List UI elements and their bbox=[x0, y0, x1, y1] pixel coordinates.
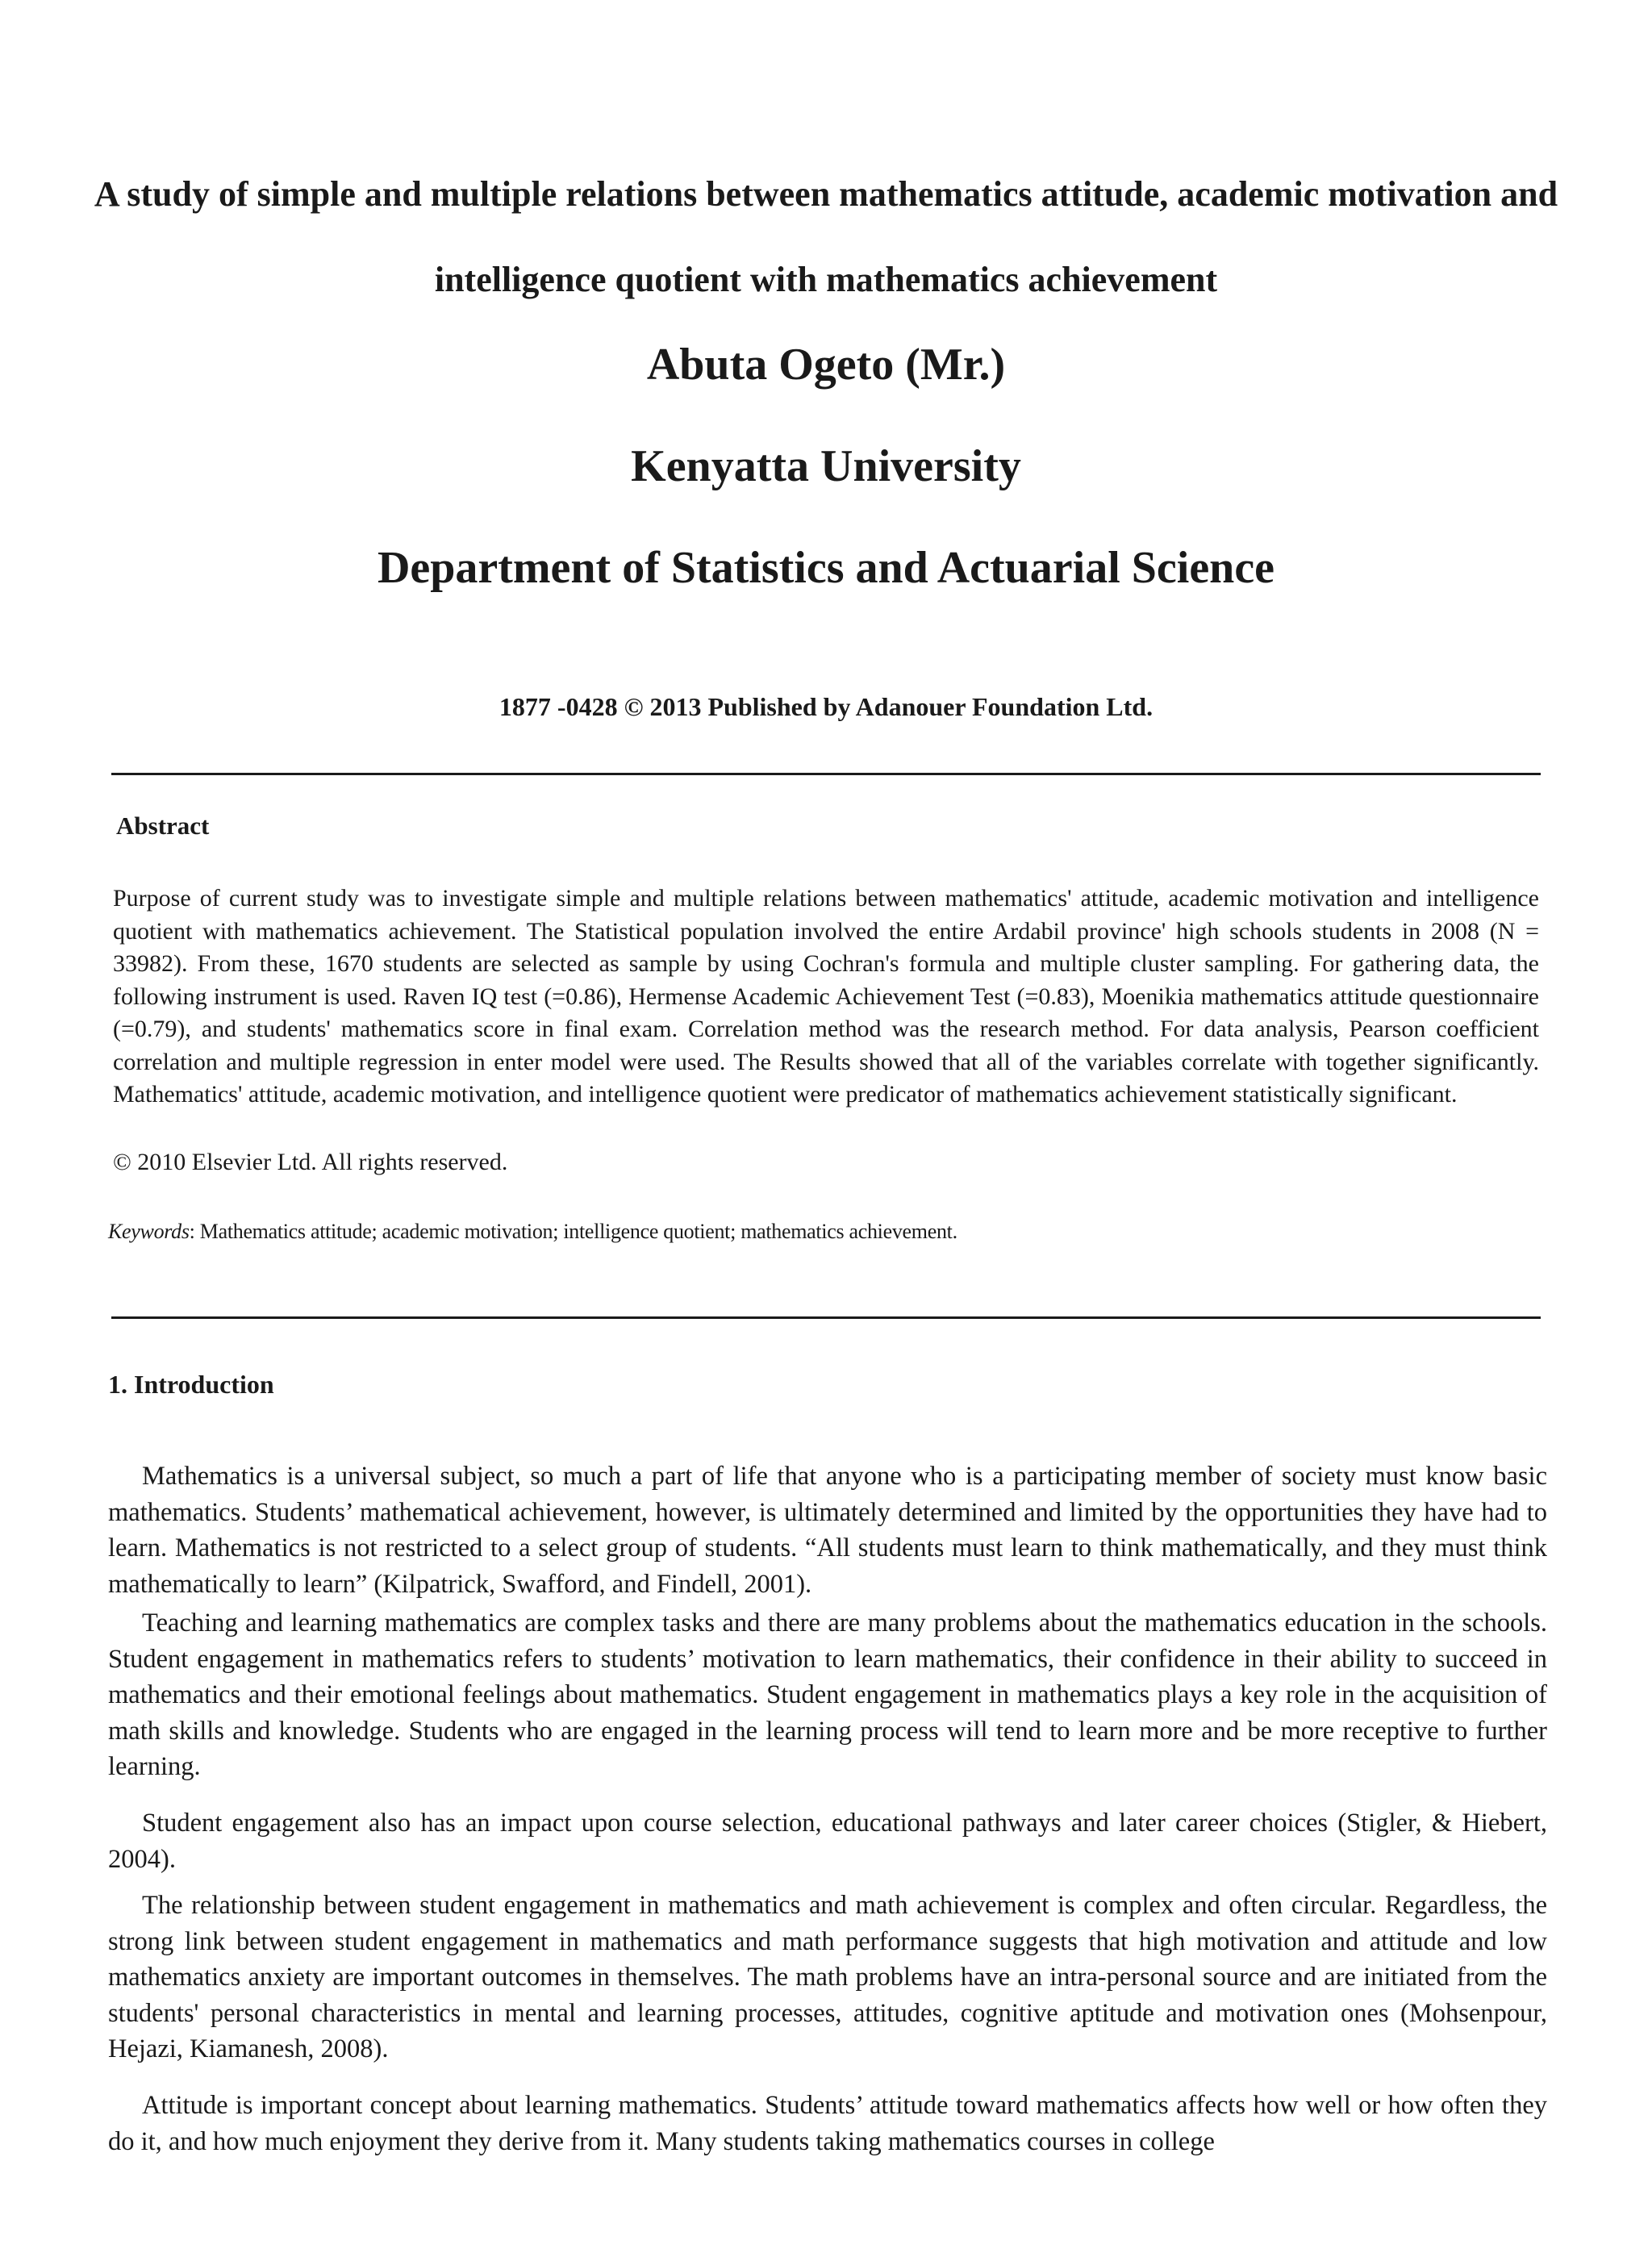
intro-paragraph: Teaching and learning mathematics are complex tasks and there are many problems about the mathematics education in the schools. Student engagement in mathematics refers to students’ motivation to learn mathematics, their confidence in their ability to succeed in mathematics and their emotional feelings about mathematics. Student engagement in mathematics plays a key role in the acquisition of math skills and knowledge. Students who are engaged in the learning process will tend to learn more and be more receptive to further learning. bbox=[108, 1608, 1547, 1781]
author-name: Abuta Ogeto (Mr.) bbox=[646, 340, 1006, 390]
affiliation: Kenyatta University bbox=[631, 441, 1021, 491]
publication-line: 1877 -0428 © 2013 Published by Adanouer Foundation Ltd. bbox=[499, 692, 1153, 721]
abstract-text: Purpose of current study was to investigate simple and multiple relations between mathematics' attitude, academic motivation and intelligence quotient with mathematics achievement. The Statistical population involved the entire Ardabil province' high schools students in 2008 (N = 33982). From these, 1670 students are selected as sample by using Cochran's formula and multiple cluster sampling. For gathering data, the following instrument is used. Raven IQ test (=0.86), Hermense Academic Achievement Test (=0.83), Moenikia mathematics attitude questionnaire (=0.79), and students' mathematics score in final exam. Correlation method was the research method. For data analysis, Pearson coefficient correlation and multiple regression in enter model were used. The Results showed that all of the variables correlate with together significantly. Mathematics' attitude, academic motivation, and intelligence quotient were predicator of mathematics achievement statistically significant. bbox=[113, 885, 1539, 1108]
paper-title: A study of simple and multiple relations between mathematics attitude, academic motivation and intelligence quotient with mathematics achievement bbox=[94, 174, 1558, 299]
keywords-line bbox=[108, 1220, 957, 1244]
divider-top bbox=[111, 773, 1541, 775]
intro-paragraph: Attitude is important concept about learning mathematics. Students’ attitude toward mathematics affects how well or how often they do it, and how much enjoyment they derive from it. Many students taking mathematics courses in college bbox=[108, 2091, 1547, 2156]
section-heading-introduction: 1. Introduction bbox=[108, 1370, 274, 1399]
intro-paragraph: Mathematics is a universal subject, so much a part of life that anyone who is a participating member of society must know basic mathematics. Students’ mathematical achievement, however, is ultimately determined and limited by the opportunities they have had to learn. Mathematics is not restricted to a select group of students. “All students must learn to think mathematically, and they must think mathematically to learn” (Kilpatrick, Swafford, and Findell, 2001). bbox=[108, 1462, 1547, 1599]
keywords-text: : Mathematics attitude; academic motivation; intelligence quotient; mathematics achievement. bbox=[189, 1220, 957, 1243]
department: Department of Statistics and Actuarial Science bbox=[377, 543, 1275, 593]
abstract-copyright: © 2010 Elsevier Ltd. All rights reserved. bbox=[113, 1149, 508, 1175]
keywords-label: Keywords bbox=[108, 1220, 190, 1243]
abstract-heading: Abstract bbox=[116, 811, 210, 840]
intro-paragraph: Student engagement also has an impact upon course selection, educational pathways and later career choices (Stigler, & Hiebert, 2004). bbox=[108, 1809, 1547, 1874]
intro-paragraph: The relationship between student engagement in mathematics and math achievement is complex and often circular. Regardless, the strong link between student engagement in mathematics and math performance suggests that high motivation and attitude and low mathematics anxiety are important outcomes in themselves. The math problems have an intra-personal source and are initiated from the students' personal characteristics in mental and learning processes, attitudes, cognitive aptitude and motivation ones (Mohsenpour, Hejazi, Kiamanesh, 2008). bbox=[108, 1891, 1547, 2063]
divider-bottom bbox=[111, 1316, 1541, 1319]
